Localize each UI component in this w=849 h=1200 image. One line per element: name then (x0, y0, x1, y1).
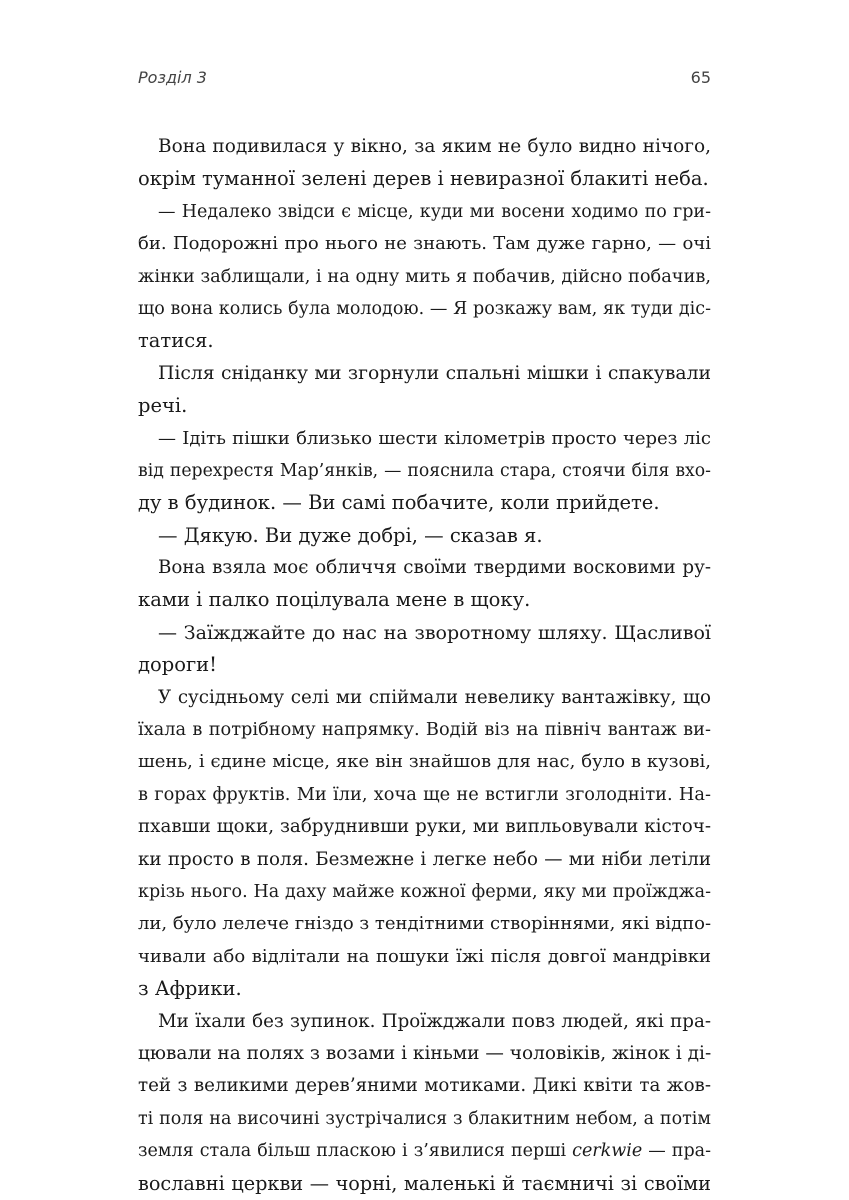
text-line: Вона подивилася у вікно, за яким не було видно нічого, (158, 136, 711, 157)
text-line: ки просто в поля. Безмежне і легке небо — ми ніби летіли (138, 848, 711, 870)
text-line: — Дякую. Ви дуже добрі, — сказав я. (158, 523, 543, 547)
text-line: шень, і єдине місце, яке він знайшов для нас, було в кузові, (138, 751, 711, 773)
text-line: би. Подорожні про нього не знають. Там дуже гарно, — очі (138, 233, 711, 255)
text-line: ду в будинок. — Ви самі побачите, коли прийдете. (138, 491, 660, 515)
chapter-title: Розділ 3 (138, 68, 207, 87)
text-line: з Африки. (138, 977, 242, 1001)
page-number: 65 (690, 68, 711, 87)
text-line: Вона взяла моє обличчя своїми твердими восковими ру- (158, 557, 711, 579)
running-head (138, 68, 711, 92)
text-line: чивали або відлітали на пошуки їжі після довгої мандрівки (138, 945, 711, 967)
text-line: крізь нього. На даху майже кожної ферми, яку ми проїжджа- (138, 881, 711, 902)
text-line: У сусідньому селі ми спіймали невелику вантажівку, що (158, 686, 711, 708)
text-line: їхала в потрібному напрямку. Водій віз на північ вантаж ви- (138, 720, 711, 741)
text-line: — Ідіть пішки близько шести кілометрів просто через ліс (158, 427, 711, 449)
italic-term: cerkwie (572, 1141, 643, 1162)
text-line: — Заїжджайте до нас на зворотному шляху. Щасливої (158, 621, 711, 644)
text-line: тей з великими дерев’яними мотиками. Дикі квіти та жов- (138, 1075, 711, 1097)
text-line: вославні церкви — чорні, маленькі й таємничі зі своїми (138, 1171, 711, 1195)
text-line: що вона колись була молодою. — Я розкажу вам, як туди діс- (138, 298, 711, 319)
text-line: ками і палко поцілувала мене в щоку. (138, 588, 531, 612)
text-line: окрім туманної зелені дерев і невиразної блакиті неба. (138, 167, 709, 191)
text-line: Ми їхали без зупинок. Проїжджали повз людей, які пра- (158, 1010, 711, 1032)
text-line: татися. (138, 329, 214, 353)
text-line: речі. (138, 394, 188, 418)
text-line: в горах фруктів. Ми їли, хоча ще не встигли зголодніти. На- (138, 784, 711, 805)
text-line: ті поля на височині зустрічалися з блакитним небом, а потім (138, 1108, 711, 1129)
text-line: цювали на полях з возами і кіньми — чоловіків, жінок і ді- (138, 1042, 711, 1064)
text-line: ли, було лелече гніздо з тендітними створіннями, які відпо- (138, 913, 711, 935)
text-line: від перехрестя Мар’янків, — пояснила стара, стоячи біля вхо- (138, 460, 711, 481)
text-line: пхавши щоки, забруднивши руки, ми випльовували кісточ- (138, 816, 711, 838)
text-line: Після сніданку ми згорнули спальні мішки і спакували (158, 362, 711, 384)
text-line: — Недалеко звідси є місце, куди ми восени ходимо по гри- (158, 201, 711, 222)
text-line: дороги! (138, 653, 218, 677)
text-line: жінки заблищали, і на одну мить я побачив, дійсно побачив, (138, 266, 711, 287)
body-text (138, 131, 711, 1200)
text-line: земля стала більш пласкою і з’явилися перші cerkwie — пра- (138, 1141, 711, 1162)
